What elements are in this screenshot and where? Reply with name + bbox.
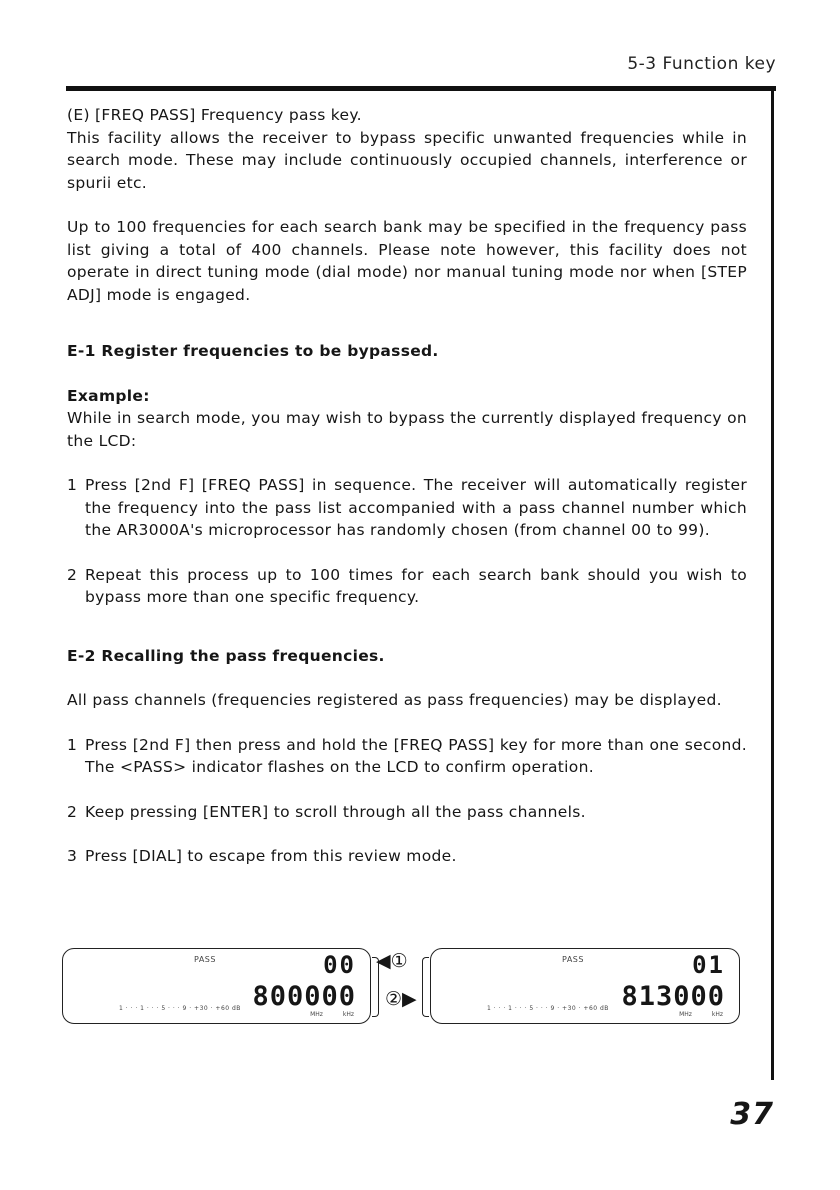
page-number: 37	[730, 1097, 774, 1132]
step-number: 1	[67, 735, 78, 754]
intro-paragraph: This facility allows the receiver to bypass specific unwanted frequencies while in search mode. These may include continuously occupied channels, interference or spurii etc.	[67, 128, 747, 192]
signal-meter-scale: 1 · · · 1 · · · 5 · · · 9 · +30 · +60 dB	[119, 1005, 241, 1012]
step-number: 2	[67, 802, 78, 821]
lcd-frequency: 800000	[252, 981, 356, 1012]
step-text: Keep pressing [ENTER] to scroll through all the pass channels.	[85, 802, 586, 821]
list-item	[67, 474, 747, 542]
pass-indicator: PASS	[194, 955, 216, 964]
section-title: (E) [FREQ PASS] Frequency pass key.	[67, 106, 362, 124]
example-label: Example:	[67, 386, 150, 405]
margin-rule	[771, 88, 774, 1080]
e2-heading: E-2 Recalling the pass frequencies.	[67, 646, 385, 665]
step-number: 2	[67, 565, 78, 584]
list-item	[67, 734, 747, 779]
list-item	[67, 801, 747, 824]
example-text: While in search mode, you may wish to bypass the currently displayed frequency on the LCD:	[67, 409, 747, 450]
step-text: Press [DIAL] to escape from this review mode.	[85, 847, 457, 865]
lcd-units: MHz kHz	[310, 1011, 354, 1018]
lcd-channel: 00	[323, 951, 356, 979]
step-number: 3	[67, 847, 78, 865]
step-text: Repeat this process up to 100 times for each search bank should you wish to bypass more than one specific frequency.	[85, 565, 747, 606]
e1-heading: E-1 Register frequencies to be bypassed.	[67, 342, 439, 360]
pass-indicator: PASS	[562, 955, 584, 964]
step-text: Press [2nd F] [FREQ PASS] in sequence. The receiver will automatically register the frequency into the pass list accompanied with a pass channel number which the AR3000A's microprocessor has randomly chosen (from channel 00 to 99).	[85, 476, 747, 539]
header-rule	[66, 86, 776, 91]
list-item	[67, 845, 747, 868]
lcd-frequency: 813000	[621, 981, 725, 1012]
step-marker-1: ◀①	[376, 950, 408, 972]
lcd-display-after	[430, 948, 740, 1024]
step-number: 1	[67, 476, 78, 494]
lcd-connector-tab	[422, 957, 429, 1017]
list-item	[67, 564, 747, 609]
section-header: 5-3 Function key	[627, 54, 776, 74]
lcd-units: MHz kHz	[679, 1011, 723, 1018]
step-marker-2: ②▶	[385, 988, 417, 1010]
lcd-display-before	[62, 948, 371, 1024]
bank-paragraph: Up to 100 frequencies for each search bank may be specified in the frequency pass list giving a total of 400 channels. Please note however, this facility does not operate in direct tuning mode (dial mode) nor manual tuning mode nor when [STEP ADJ] mode is engaged.	[67, 218, 747, 304]
signal-meter-scale: 1 · · · 1 · · · 5 · · · 9 · +30 · +60 dB	[487, 1005, 609, 1012]
step-text: Press [2nd F] then press and hold the [FREQ PASS] key for more than one second. The <PASS> indicator flashes on the LCD to confirm operation.	[85, 735, 747, 776]
page-content	[67, 104, 747, 868]
e2-intro: All pass channels (frequencies registered as pass frequencies) may be displayed.	[67, 691, 722, 709]
lcd-channel: 01	[692, 951, 725, 979]
